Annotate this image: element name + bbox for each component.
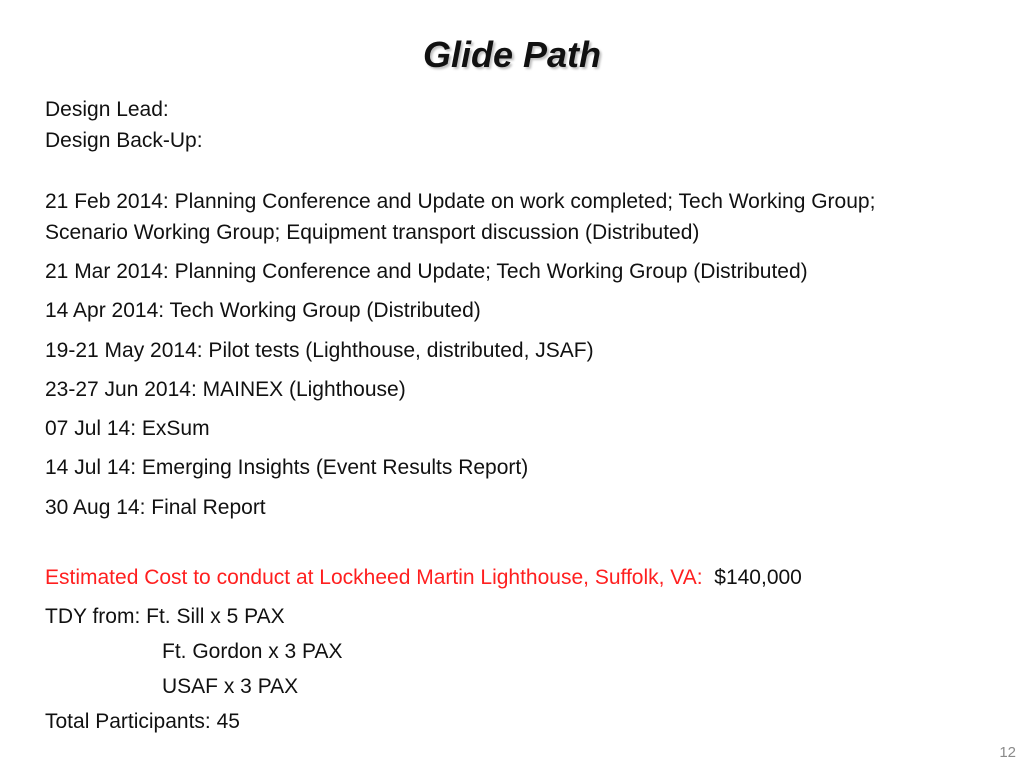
design-lead: Design Lead: <box>45 98 169 121</box>
schedule-item: 07 Jul 14: ExSum <box>45 417 210 440</box>
schedule-item: 14 Apr 2014: Tech Working Group (Distributed) <box>45 299 481 322</box>
tdy-line: USAF x 3 PAX <box>162 675 299 698</box>
slide-title: Glide Path <box>422 34 602 75</box>
schedule-item: 30 Aug 14: Final Report <box>45 496 266 519</box>
schedule-item: Scenario Working Group; Equipment transport discussion (Distributed) <box>45 221 700 244</box>
schedule-item: 23-27 Jun 2014: MAINEX (Lighthouse) <box>45 378 406 401</box>
cost-line <box>45 565 802 591</box>
schedule-item: 21 Feb 2014: Planning Conference and Update on work completed; Tech Working Group; <box>45 190 876 213</box>
schedule-item: 19-21 May 2014: Pilot tests (Lighthouse, distributed, JSAF) <box>45 339 594 362</box>
tdy-line: TDY from: Ft. Sill x 5 PAX <box>45 605 285 628</box>
tdy-line: Ft. Gordon x 3 PAX <box>162 640 343 663</box>
cost-value: $140,000 <box>714 566 802 589</box>
design-backup: Design Back-Up: <box>45 129 203 152</box>
page-number: 12 <box>999 744 1016 761</box>
cost-label: Estimated Cost to conduct at Lockheed Martin Lighthouse, Suffolk, VA: <box>45 566 703 589</box>
total-participants: Total Participants: 45 <box>45 710 240 733</box>
schedule-item: 21 Mar 2014: Planning Conference and Update; Tech Working Group (Distributed) <box>45 260 808 283</box>
schedule-item: 14 Jul 14: Emerging Insights (Event Results Report) <box>45 456 529 479</box>
